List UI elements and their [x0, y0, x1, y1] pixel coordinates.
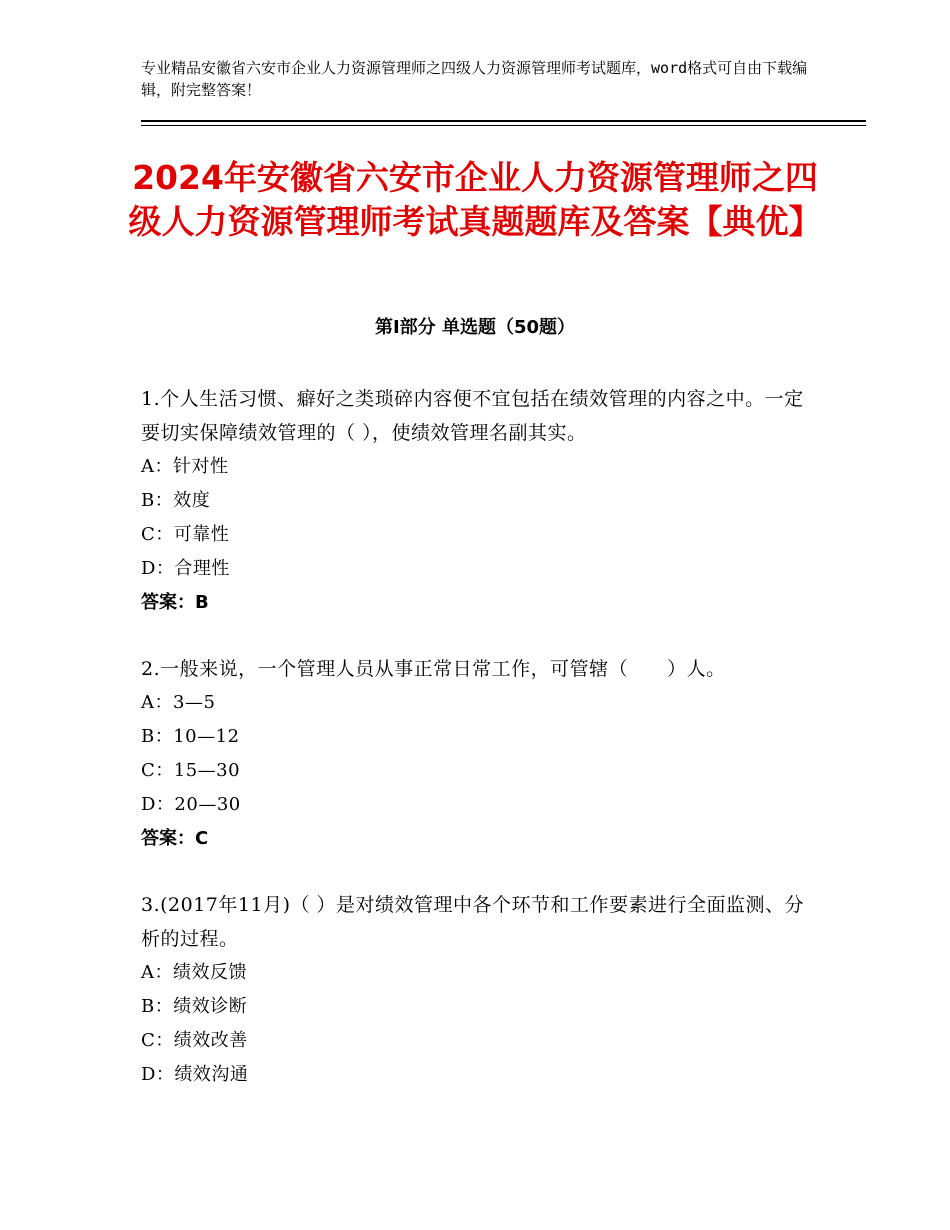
option-c: C：绩效改善	[141, 1030, 248, 1051]
answer-label: 答案：B	[141, 592, 209, 613]
document-title: 2024年安徽省六安市企业人力资源管理师之四级人力资源管理师考试真题题库及答案【典优】	[128, 158, 822, 241]
answer-label: 答案：C	[141, 828, 209, 849]
question-stem: 3.(2017年11月)（ ）是对绩效管理中各个环节和工作要素进行全面监测、分析的过程。	[141, 894, 805, 950]
option-b: B：绩效诊断	[141, 996, 248, 1017]
option-a: A：绩效反馈	[141, 962, 247, 983]
option-c: C：15—30	[141, 760, 241, 781]
option-a: A：针对性	[141, 456, 229, 477]
option-c: C：可靠性	[141, 524, 230, 545]
option-b: B：10—12	[141, 726, 240, 747]
option-a: A：3—5	[141, 692, 216, 713]
header-rule-thick	[141, 120, 866, 122]
question-list	[141, 382, 821, 1124]
header-rule-thin	[141, 125, 866, 126]
header-note: 专业精品安徽省六安市企业人力资源管理师之四级人力资源管理师考试题库，word格式可自由下载编辑，附完整答案！	[141, 59, 808, 99]
option-d: D：绩效沟通	[141, 1064, 249, 1085]
option-d: D：合理性	[141, 558, 230, 579]
question-3	[141, 888, 821, 1092]
question-2	[141, 652, 821, 856]
question-1	[141, 382, 821, 620]
question-stem: 2.一般来说，一个管理人员从事正常日常工作，可管辖（ ）人。	[141, 658, 726, 680]
option-d: D：20—30	[141, 794, 241, 815]
question-stem: 1.个人生活习惯、癖好之类琐碎内容便不宜包括在绩效管理的内容之中。一定要切实保障绩效管理的（ ），使绩效管理名副其实。	[141, 388, 804, 444]
option-b: B：效度	[141, 490, 211, 511]
section-title: 第Ⅰ部分 单选题（50题）	[374, 317, 575, 338]
